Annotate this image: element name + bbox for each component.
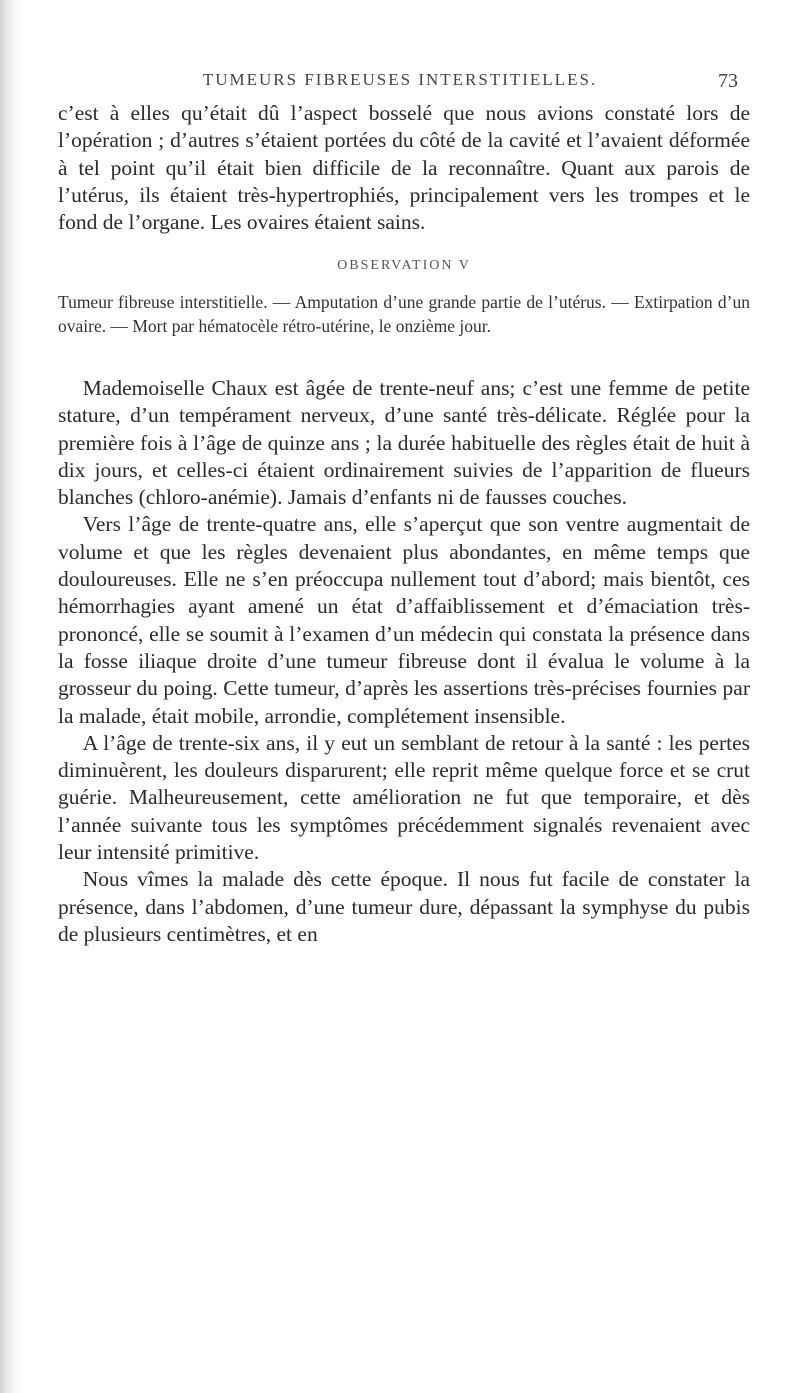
paragraph: A l’âge de trente-six ans, il y eut un semblant de retour à la santé : les pertes diminuèrent, les douleurs disparurent; elle reprit même quelque force et se crut guérie. Malheureusement, cette amélioration ne fut que temporaire, et dès l’année suivante tous les symptômes précédemment signalés revenaient avec leur intensité primitive. bbox=[58, 730, 750, 865]
paragraph: Vers l’âge de trente-quatre ans, elle s’aperçut que son ventre augmentait de volume et que les règles devenaient plus abondantes, en même temps que douloureuses. Elle ne s’en préoccupa nullement tout d’abord; mais bientôt, ces hémorrhagies ayant amené un état d’affaiblissement et d’émaciation très-prononcé, elle se soumit à l’examen d’un médecin qui constata la présence dans la fosse iliaque droite d’une tumeur fibreuse dont il évalua le volume à la grosseur du poing. Cette tumeur, d’après les assertions très-précises fournies par la malade, était mobile, arrondie, complétement insensible. bbox=[58, 512, 750, 728]
paragraph: Nous vîmes la malade dès cette époque. Il nous fut facile de constater la présence, dans l’abdomen, d’une tumeur dure, dépassant la symphyse du pubis de plusieurs centimètres, et en bbox=[58, 867, 750, 946]
page-number: 73 bbox=[718, 70, 738, 92]
observation-body bbox=[58, 375, 750, 948]
page-header bbox=[130, 70, 738, 94]
paragraph-continuation: c’est à elles qu’était dû l’aspect bosselé que nous avions constaté lors de l’opération ; d’autres s’étaient portées du côté de la cavité et l’avaient déformée à tel point qu’il était bien difficile de la reconnaître. Quant aux parois de l’utérus, ils étaient très-hypertrophiés, principalement vers les trompes et le fond de l’organe. Les ovaires étaient sains. bbox=[58, 101, 750, 235]
running-title: TUMEURS FIBREUSES INTERSTITIELLES. bbox=[202, 70, 598, 89]
paragraph: Mademoiselle Chaux est âgée de trente-neuf ans; c’est une femme de petite stature, d’un tempérament nerveux, d’une santé très-délicate. Réglée pour la première fois à l’âge de quinze ans ; la durée habituelle des règles était de huit à dix jours, et celles-ci étaient ordinairement suivies de l’apparition de flueurs blanches (chloro-anémie). Jamais d’enfants ni de fausses couches. bbox=[58, 376, 750, 510]
observation-summary: Tumeur fibreuse interstitielle. — Amputation d’une grande partie de l’utérus. — Extirpation d’un ovaire. — Mort par hématocèle rétro-utérine, le onzième jour. bbox=[58, 292, 750, 336]
observation-heading: OBSERVATION V bbox=[337, 258, 471, 273]
